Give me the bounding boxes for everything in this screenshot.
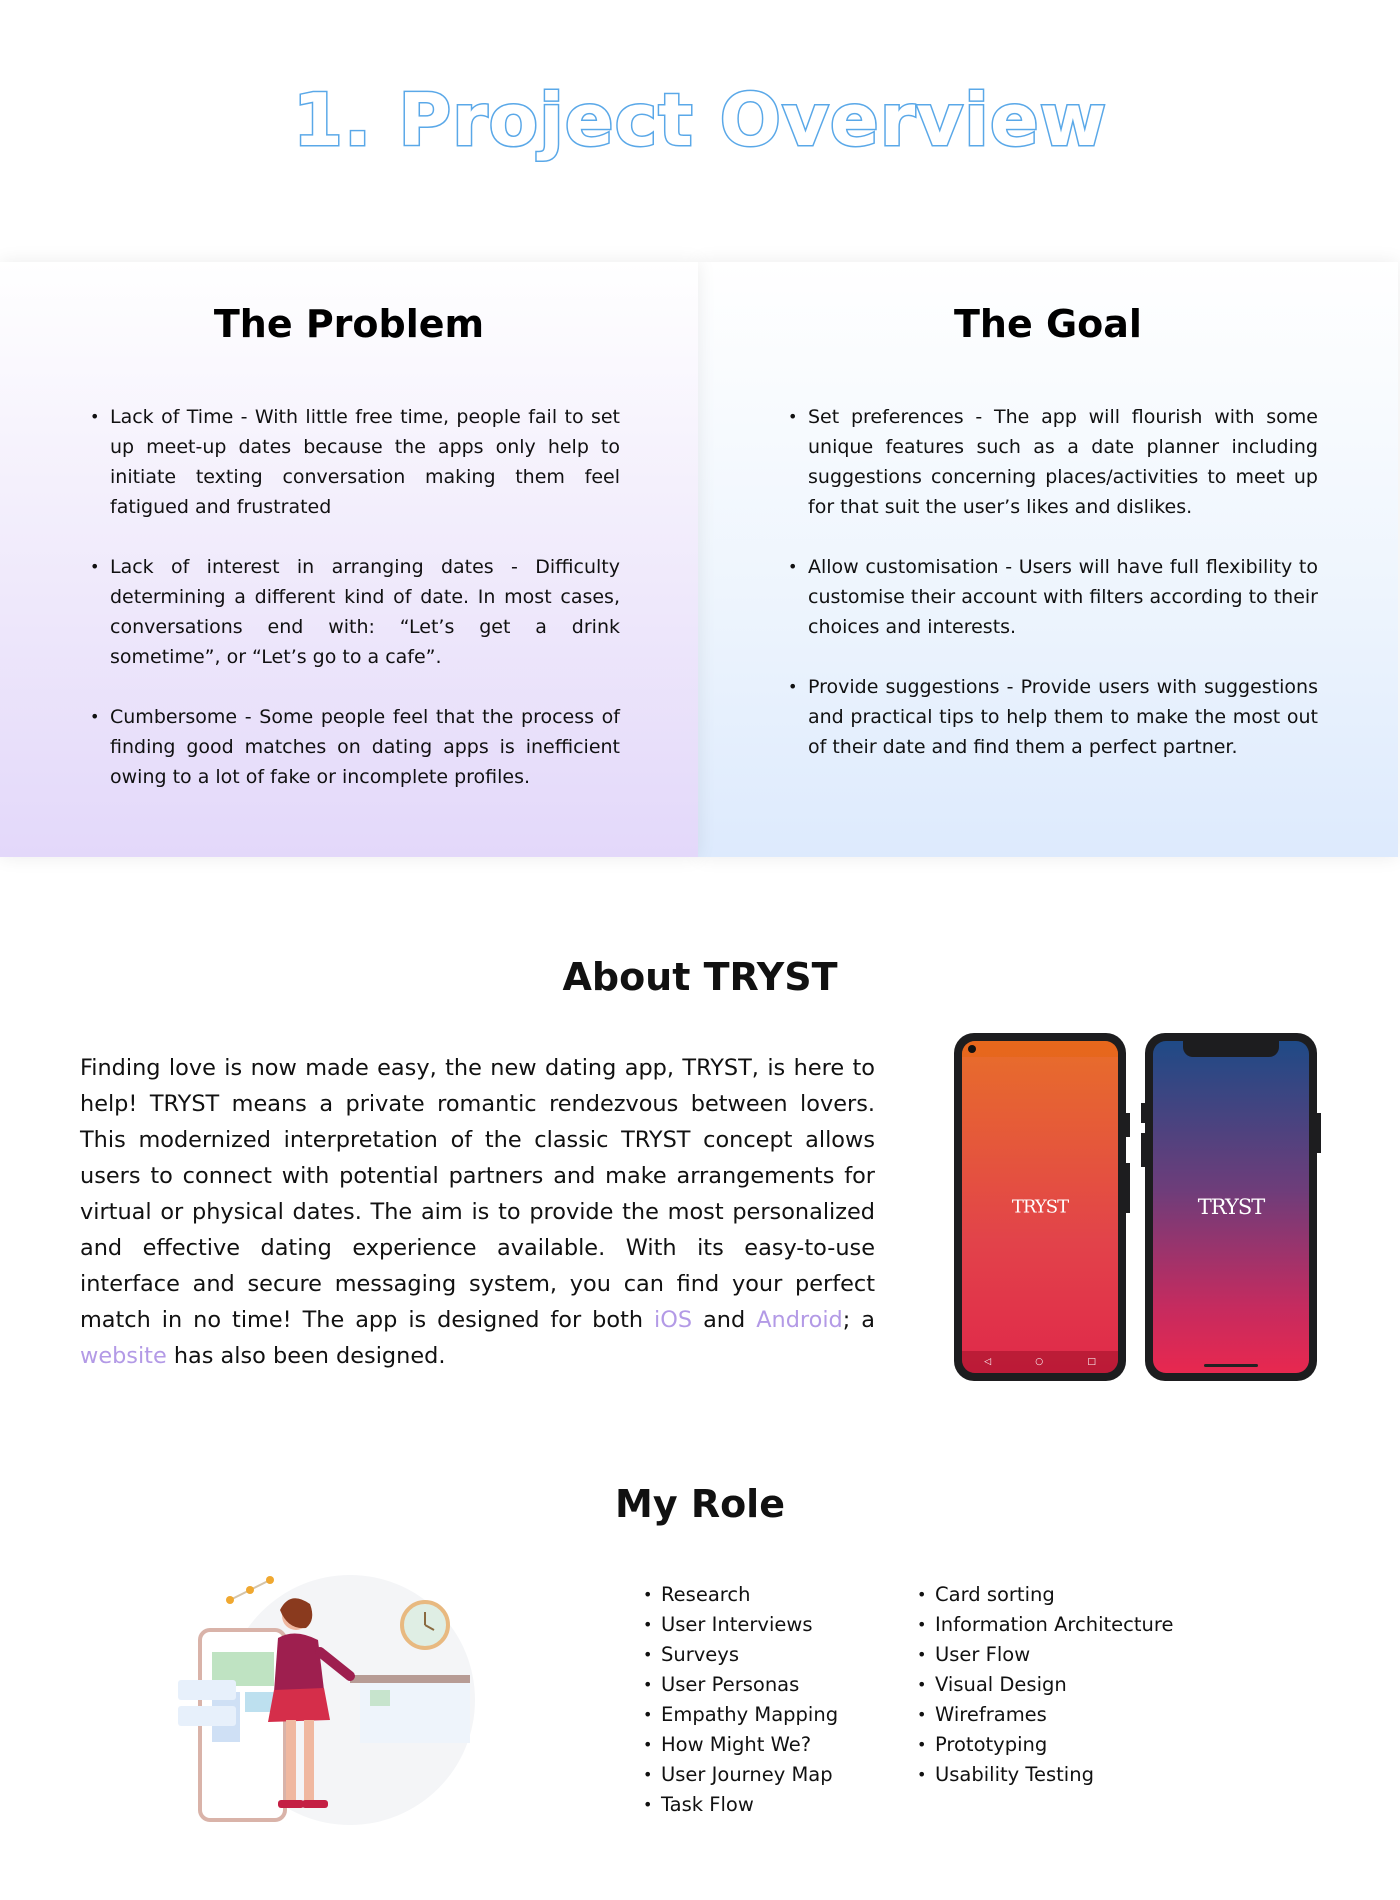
role-item: • User Journey Map [643, 1760, 838, 1790]
role-item: • Usability Testing [917, 1760, 1173, 1790]
website-link[interactable]: website [80, 1343, 167, 1369]
page-title: 1. Project Overview [292, 78, 1108, 162]
role-item: • Visual Design [917, 1670, 1173, 1700]
ios-screen [1153, 1041, 1309, 1373]
goal-heading: The Goal [954, 302, 1142, 346]
android-link[interactable]: Android [756, 1307, 843, 1333]
role-item: • Wireframes [917, 1700, 1173, 1730]
problem-item: • Cumbersome - Some people feel that the process of finding good matches on dating apps is inefficient owing to a lot of fake or incomplete profiles. [90, 702, 620, 792]
role-heading: My Role [615, 1482, 785, 1526]
problem-item: • Lack of Time - With little free time, people fail to set up meet-up dates because the apps only help to initiate texting conversation making them feel fatigued and frustrated [90, 402, 620, 522]
about-paragraph [80, 1050, 875, 1374]
ios-link[interactable]: iOS [654, 1307, 693, 1333]
role-item: • Prototyping [917, 1730, 1173, 1760]
role-item: • Card sorting [917, 1580, 1173, 1610]
role-item: • Empathy Mapping [643, 1700, 838, 1730]
about-text-main: Finding love is now made easy, the new dating app, TRYST, is here to help! TRYST means a private romantic rendezvous between lovers. This modernized interpretation of the classic TRYST concept allows users to connect with potential partners and make arrangements for virtual or physical dates. The aim is to provide the most personalized and effective dating experience available. With its easy-to-use interface and secure messaging system, you can find your perfect match in no time! The app is designed for both [80, 1055, 875, 1333]
home-icon: ○ [1035, 1357, 1044, 1367]
role-item: • User Interviews [643, 1610, 838, 1640]
about-text-end: has also been designed. [166, 1343, 446, 1369]
role-item: • Surveys [643, 1640, 838, 1670]
role-item: • User Personas [643, 1670, 838, 1700]
goal-item: • Allow customisation - Users will have full flexibility to customise their account with filters according to their choices and interests. [788, 552, 1318, 642]
goal-panel [698, 262, 1398, 857]
camera-icon [968, 1045, 976, 1053]
about-heading: About TRYST [562, 955, 838, 999]
problem-item: • Lack of interest in arranging dates - Difficulty determining a different kind of date. In most cases, conversations end with: “Let’s get a drink sometime”, or “Let’s go to a cafe”. [90, 552, 620, 672]
goal-item: • Set preferences - The app will flourish with some unique features such as a date planner including suggestions concerning places/activities to meet up for that suit the user’s likes and dislikes. [788, 402, 1318, 522]
back-icon: ◁ [984, 1357, 992, 1367]
role-item: • User Flow [917, 1640, 1173, 1670]
role-item: • How Might We? [643, 1730, 838, 1760]
problem-panel [0, 262, 698, 857]
notch-icon [1183, 1041, 1279, 1057]
problem-heading: The Problem [213, 302, 485, 346]
android-app-logo: TRYST [1011, 1196, 1069, 1218]
android-phone-mockup [954, 1033, 1126, 1381]
android-nav-bar [962, 1351, 1118, 1373]
home-indicator-icon [1204, 1364, 1258, 1367]
designer-illustration [170, 1560, 490, 1850]
about-text-and: and [692, 1307, 757, 1333]
recents-icon: □ [1087, 1357, 1096, 1367]
about-text-a: ; a [842, 1307, 876, 1333]
role-item: • Task Flow [643, 1790, 838, 1820]
role-item: • Information Architecture [917, 1610, 1173, 1640]
role-list-column-2 [917, 1580, 1173, 1790]
ios-phone-mockup [1145, 1033, 1317, 1381]
role-item: • Research [643, 1580, 838, 1610]
goal-item: • Provide suggestions - Provide users with suggestions and practical tips to help them to make the most out of their date and find them a perfect partner. [788, 672, 1318, 762]
problem-list [90, 402, 620, 822]
ios-app-logo: TRYST [1197, 1195, 1265, 1219]
goal-list [788, 402, 1318, 792]
android-screen [962, 1041, 1118, 1373]
role-list-column-1 [643, 1580, 838, 1820]
